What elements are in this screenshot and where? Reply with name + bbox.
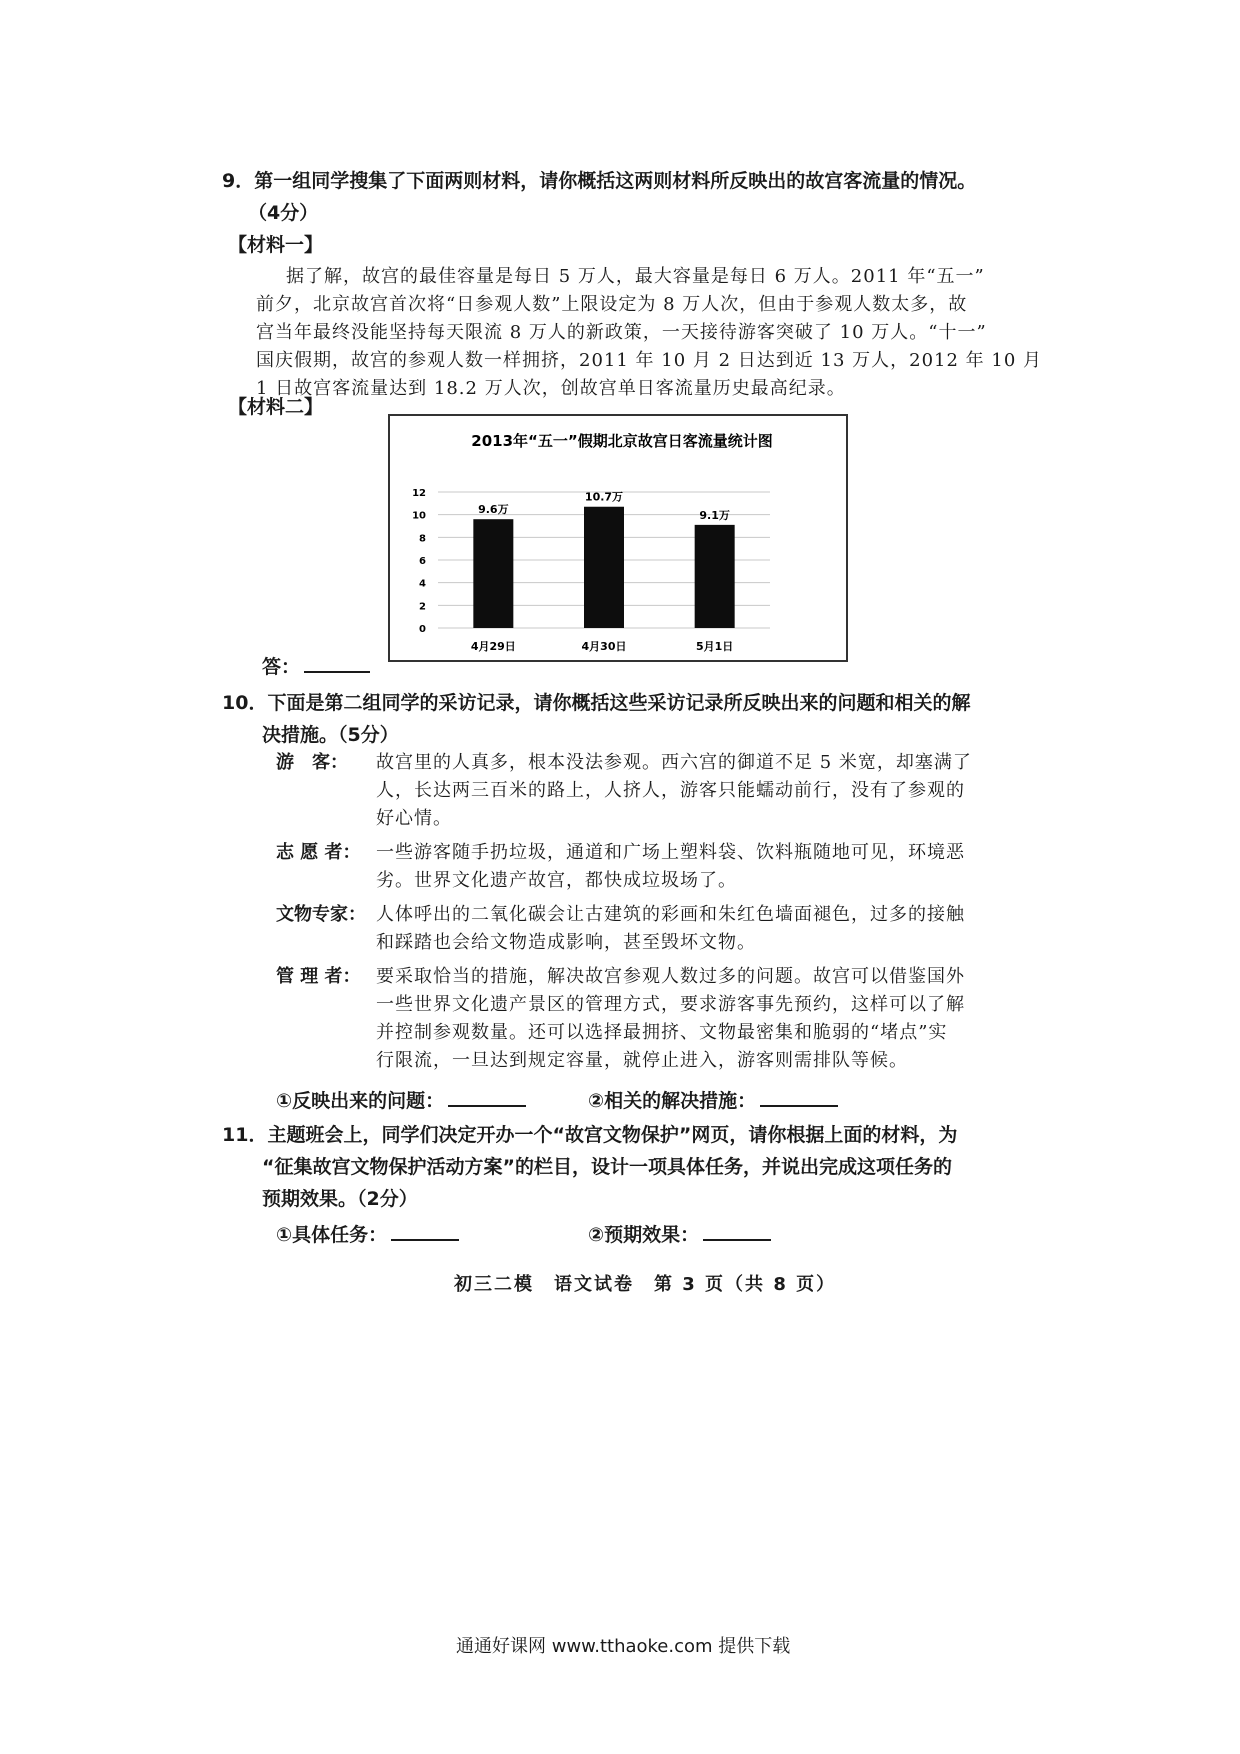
effect-blank[interactable] (703, 1221, 771, 1241)
interview-line: 劣。世界文化遗产故宫，都快成垃圾场了。 (376, 870, 737, 891)
q11-stem-line2: “征集故宫文物保护活动方案”的栏目，设计一项具体任务，并说出完成这项任务的 (262, 1156, 952, 1178)
y-tick-label: 6 (419, 556, 426, 567)
q10-stem-line2: 决措施。（5分） (262, 724, 399, 746)
bar (584, 507, 624, 628)
data-label: 9.6万 (478, 503, 509, 517)
q10-prompt-problem (276, 1086, 526, 1113)
interview-line: 人体呼出的二氧化碳会让古建筑的彩画和朱红色墙面褪色，过多的接触 (376, 904, 965, 925)
y-tick-label: 2 (419, 601, 426, 613)
x-tick-label: 5月1日 (696, 640, 734, 653)
interview-line: 要采取恰当的措施，解决故宫参观人数过多的问题。故宫可以借鉴国外 (376, 966, 965, 987)
interview-line: 并控制参观数量。还可以选择最拥挤、文物最密集和脆弱的“堵点”实 (376, 1022, 948, 1043)
data-label: 10.7万 (584, 490, 624, 504)
y-tick-label: 4 (419, 578, 426, 590)
material1-line: 宫当年最终没能坚持每天限流 8 万人的新政策，一天接待游客突破了 10 万人。“十一” (256, 322, 987, 343)
q10-stem-line1: 10．下面是第二组同学的采访记录，请你概括这些采访记录所反映出来的问题和相关的解 (222, 692, 971, 714)
material1-line: 1 日故宫客流量达到 18.2 万人次，创故宫单日客流量历史最高纪录。 (256, 378, 846, 399)
prompt-label: ①反映出来的问题： (276, 1090, 445, 1112)
interview-line: 一些游客随手扔垃圾，通道和广场上塑料袋、饮料瓶随地可见，环境恶 (376, 842, 965, 863)
material1-line: 前夕，北京故宫首次将“日参观人数”上限设定为 8 万人次，但由于参观人数太多，故 (256, 294, 968, 315)
interview-line: 好心情。 (376, 808, 452, 829)
prompt-label: ②预期效果： (588, 1224, 700, 1246)
prompt-label: ①具体任务： (276, 1224, 388, 1246)
y-tick-label: 10 (412, 510, 426, 522)
material1-line: 据了解，故宫的最佳容量是每日 5 万人，最大容量是每日 6 万人。2011 年“五一” (286, 266, 985, 287)
q11-prompt-task (276, 1220, 459, 1247)
material1-line: 国庆假期，故宫的参观人数一样拥挤，2011 年 10 月 2 日达到近 13 万人，2012 年 10 月 (256, 350, 1042, 371)
x-tick-label: 4月29日 (470, 640, 516, 653)
y-tick-label: 8 (419, 533, 426, 545)
x-tick-label: 4月30日 (581, 640, 627, 653)
interview-line: 行限流，一旦达到规定容量，就停止进入，游客则需排队等候。 (376, 1050, 908, 1071)
data-label: 9.1万 (699, 508, 730, 522)
speaker-label: 文物专家： (276, 904, 366, 925)
interview-line: 一些世界文化遗产景区的管理方式，要求游客事先预约，这样可以了解 (376, 994, 965, 1015)
problem-blank[interactable] (448, 1087, 526, 1107)
q10-prompt-measures (588, 1086, 838, 1113)
q11-prompt-effect (588, 1220, 771, 1247)
chart-svg (390, 416, 846, 660)
speaker-label: 志 愿 者： (276, 842, 361, 863)
speaker-label: 游 客： (276, 752, 348, 773)
q9-answer (262, 652, 370, 679)
bar-chart (388, 414, 848, 662)
interview-line: 人，长达两三百米的路上，人挤人，游客只能蠕动前行，没有了参观的 (376, 780, 965, 801)
speaker-label: 管 理 者： (276, 966, 361, 987)
download-source-note: 通通好课网 www.tthaoke.com 提供下载 (456, 1636, 791, 1657)
task-blank[interactable] (391, 1221, 459, 1241)
q11-stem-line1: 11．主题班会上，同学们决定开办一个“故宫文物保护”网页，请你根据上面的材料，为 (222, 1124, 958, 1146)
y-tick-label: 12 (412, 488, 426, 499)
interview-records (276, 748, 1036, 1071)
measures-blank[interactable] (760, 1087, 838, 1107)
material2-label: 【材料二】 (228, 396, 324, 418)
page-footer: 初三二模 语文试卷 第 3 页（共 8 页） (454, 1274, 837, 1295)
bar (695, 525, 735, 628)
q11-stem-line3: 预期效果。（2分） (262, 1188, 418, 1210)
chart-title: 2013年“五一”假期北京故宫日客流量统计图 (471, 432, 773, 450)
answer-label: 答： (262, 656, 301, 678)
q9-points: （4分） (248, 202, 319, 224)
material1-label: 【材料一】 (228, 234, 324, 256)
prompt-label: ②相关的解决措施： (588, 1090, 757, 1112)
interview-line: 和踩踏也会给文物造成影响，甚至毁坏文物。 (376, 932, 756, 953)
material1-text (256, 262, 1042, 412)
bar (473, 519, 513, 628)
answer-blank[interactable] (304, 653, 370, 673)
y-tick-label: 0 (419, 624, 426, 635)
q9-stem: 9．第一组同学搜集了下面两则材料，请你概括这两则材料所反映出的故宫客流量的情况。 (222, 170, 977, 192)
interview-line: 故宫里的人真多，根本没法参观。西六宫的御道不足 5 米宽，却塞满了 (376, 752, 972, 773)
